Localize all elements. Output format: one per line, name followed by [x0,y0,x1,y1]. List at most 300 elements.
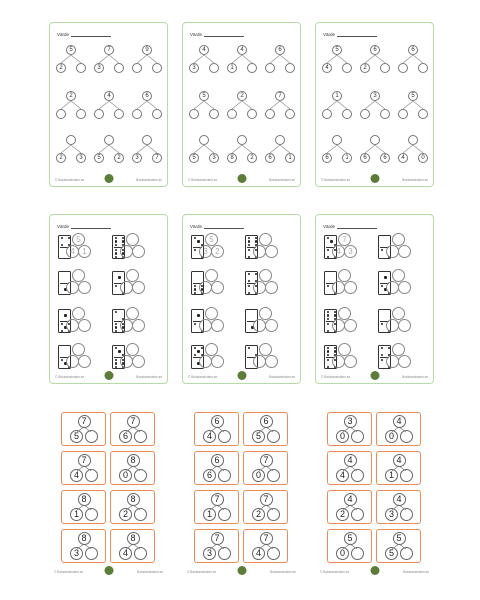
name-rule [71,228,111,229]
logo-icon [104,174,113,183]
whole-circle[interactable]: 3 [344,415,357,428]
part-circle-left[interactable]: 4 [336,469,349,482]
domino-pip [334,347,336,349]
number-bond-sheet [182,22,301,187]
whole-circle[interactable]: 5 [408,91,418,101]
whole-circle[interactable]: 5 [344,532,357,545]
part-circle-right[interactable] [400,469,413,482]
number-bond-card [194,451,239,485]
part-circle-right[interactable] [85,469,98,482]
whole-circle[interactable]: 4 [393,493,406,506]
domino-pip [68,237,70,239]
whole-circle[interactable] [370,135,380,145]
part-circle-left[interactable]: 3 [94,63,104,73]
number-bond-card [376,412,421,446]
number-bond-tree [132,91,166,127]
number-bond-card [110,490,155,524]
number-bond-tree [322,91,356,127]
part-circle-right[interactable] [265,319,278,332]
whole-circle[interactable]: 6 [211,415,224,428]
whole-circle[interactable]: 7 [211,532,224,545]
part-circle-left[interactable]: 0 [336,547,349,560]
part-circle-right[interactable] [211,319,224,332]
footer-copyright: © Bokstavsboken.se [188,178,218,182]
domino-pip [194,323,196,325]
whole-circle[interactable] [408,135,418,145]
part-circle-left[interactable]: 0 [336,430,349,443]
domino-pip [327,354,329,356]
domino-pip [194,354,196,356]
whole-circle[interactable]: 5 [199,91,209,101]
footer-site: Bokstavsboken.se [270,570,296,574]
part-circle-right[interactable]: 7 [152,153,162,163]
whole-circle[interactable]: 7 [78,454,91,467]
part-circle-right[interactable] [132,355,145,368]
part-circle-right[interactable] [267,469,280,482]
part-circle-left[interactable]: 5 [252,430,265,443]
footer-copyright: © Bokstavsboken.se [55,375,85,379]
name-label: Värde [323,224,336,229]
part-circle-left[interactable]: 3 [385,508,398,521]
part-circle-right[interactable] [152,109,162,119]
domino-pip [381,249,383,251]
part-circle-left[interactable]: 2 [119,508,132,521]
part-circle-left[interactable]: 8 [227,153,237,163]
whole-circle[interactable]: 7 [211,493,224,506]
part-circle-right[interactable] [85,430,98,443]
part-circle-left[interactable]: 2 [360,63,370,73]
number-bond-tree [322,135,356,171]
part-circle-right[interactable] [400,430,413,443]
domino-pip [248,285,250,287]
part-circle-left[interactable] [132,63,142,73]
domino-pip [115,323,117,325]
part-circle-left[interactable] [189,109,199,119]
whole-circle[interactable]: 7 [275,91,285,101]
whole-circle[interactable]: 7 [104,45,114,55]
part-circle-left[interactable] [398,109,408,119]
domino-pip [115,347,117,349]
whole-circle[interactable]: 1 [332,91,342,101]
number-bond-card [110,412,155,446]
bond-line [375,145,385,153]
whole-circle[interactable]: 9 [142,45,152,55]
logo-icon [237,371,246,380]
whole-circle[interactable]: 8 [78,532,91,545]
part-circle-right[interactable] [400,508,413,521]
number-bond-card-sheet [315,406,434,578]
whole-circle[interactable]: 6 [260,415,273,428]
whole-circle[interactable]: 4 [393,454,406,467]
part-circle-right[interactable] [342,63,352,73]
whole-circle[interactable] [237,135,247,145]
bond-line [365,101,375,109]
whole-circle[interactable] [104,135,114,145]
part-circle-right[interactable] [132,319,145,332]
whole-circle[interactable]: 5 [332,45,342,55]
part-circle-right[interactable] [398,281,411,294]
bond-line [403,55,413,63]
part-circle-left[interactable] [56,109,66,119]
domino-pip [327,318,329,320]
bond-line [61,145,71,153]
bond-line [270,101,280,109]
whole-circle[interactable]: 4 [199,45,209,55]
number-bond-card [376,529,421,563]
bond-line [365,145,375,153]
bond-line [147,101,157,109]
part-circle-left[interactable]: 0 [385,430,398,443]
number-bond-tree [94,45,128,81]
whole-circle[interactable]: 4 [393,415,406,428]
whole-circle[interactable]: 5 [205,233,218,246]
domino-pip [327,330,329,332]
logo-icon [370,371,379,380]
domino-pip [61,330,63,332]
part-circle-left[interactable]: 4 [398,153,408,163]
number-bond-tree [265,45,299,81]
part-circle-right[interactable] [285,109,295,119]
whole-circle[interactable]: 4 [104,91,114,101]
name-rule [204,228,244,229]
part-circle-left[interactable] [322,109,332,119]
part-circle-right[interactable] [418,109,428,119]
part-circle-right[interactable]: 3 [76,153,86,163]
part-circle-right[interactable] [351,430,364,443]
whole-circle[interactable]: 2 [66,91,76,101]
part-circle-right[interactable] [132,245,145,258]
whole-circle[interactable]: 4 [237,45,247,55]
whole-circle[interactable] [275,135,285,145]
part-circle-right[interactable] [265,281,278,294]
bond-line [194,55,204,63]
name-rule [204,36,244,37]
domino-pip [334,314,336,316]
whole-circle[interactable]: 8 [78,493,91,506]
part-circle-right[interactable] [344,355,357,368]
part-circle-right[interactable] [400,547,413,560]
number-bond-tree [322,45,356,81]
part-circle-left[interactable]: 1 [385,469,398,482]
part-circle-left[interactable]: 6 [265,153,275,163]
name-field [57,32,111,37]
number-bond-card [376,451,421,485]
whole-circle[interactable]: 7 [260,454,273,467]
part-circle-right[interactable] [267,430,280,443]
part-circle-left[interactable]: 6 [360,153,370,163]
part-circle-left[interactable] [227,109,237,119]
part-circle-right[interactable] [351,469,364,482]
part-circle-right[interactable] [398,319,411,332]
bond-line [194,101,204,109]
whole-circle[interactable]: 8 [127,493,140,506]
name-rule [71,36,111,37]
part-circle-right[interactable] [211,281,224,294]
part-circle-left[interactable]: 0 [252,469,265,482]
whole-circle[interactable]: 8 [127,532,140,545]
part-circle-left[interactable]: 4 [252,547,265,560]
part-circle-right[interactable] [78,355,91,368]
number-bond-tree [189,135,223,171]
part-circle-right[interactable] [85,508,98,521]
bond-line [232,145,242,153]
name-label: Värde [57,224,70,229]
domino-pip [118,350,120,352]
part-circle-right[interactable] [134,469,147,482]
part-circle-left[interactable]: 1 [70,508,83,521]
part-circle-right[interactable] [267,547,280,560]
domino-pip [248,347,250,349]
part-circle-left[interactable]: 5 [385,547,398,560]
number-bond-sheet [315,22,434,187]
domino-pip [381,354,383,356]
logo-icon [104,371,113,380]
part-circle-left[interactable]: 3 [203,547,216,560]
sheet-footer [50,173,167,183]
name-rule [337,228,377,229]
whole-circle[interactable]: 7 [127,415,140,428]
whole-circle[interactable] [199,135,209,145]
domino-pip [64,314,66,316]
domino-sheet [182,214,301,384]
domino-pip [197,240,199,242]
logo-icon [104,566,113,575]
number-bond-tree [189,45,223,81]
whole-circle[interactable]: 7 [338,233,351,246]
whole-circle[interactable]: 6 [142,91,152,101]
number-bond-card-sheet [182,406,301,578]
whole-circle[interactable]: 7 [260,532,273,545]
part-circle-left[interactable]: 4 [119,547,132,560]
number-bond-tree [360,91,394,127]
part-circle-right[interactable] [380,109,390,119]
part-circle-right[interactable] [418,63,428,73]
part-circle-right[interactable] [265,245,278,258]
number-bond-tree [398,45,432,81]
part-circle-left[interactable]: 6 [119,430,132,443]
whole-circle[interactable]: 5 [72,233,85,246]
part-circle-right[interactable] [218,430,231,443]
footer-site: Bokstavsboken.se [402,178,428,182]
part-circle-right[interactable] [78,281,91,294]
sheet-footer [49,565,168,575]
whole-circle[interactable] [142,135,152,145]
part-circle-right[interactable] [398,355,411,368]
part-circle-right[interactable] [247,63,257,73]
part-circle-right[interactable] [211,355,224,368]
part-circle-right[interactable] [85,547,98,560]
number-bond-card [61,529,106,563]
domino-pip [194,347,196,349]
part-circle-right[interactable] [218,469,231,482]
part-circle-left[interactable]: 4 [66,245,79,258]
part-circle-right[interactable] [209,109,219,119]
whole-circle[interactable]: 4 [344,493,357,506]
part-circle-left[interactable] [360,109,370,119]
bond-line [147,145,157,153]
domino-pip [115,326,117,328]
logo-icon [237,566,246,575]
part-circle-right[interactable] [285,63,295,73]
part-circle-right[interactable]: 0 [418,153,428,163]
part-circle-right[interactable] [267,508,280,521]
part-circle-right[interactable] [265,355,278,368]
domino-pip [327,256,329,258]
bond-line [242,55,252,63]
part-circle-left[interactable]: 3 [132,153,142,163]
part-circle-left[interactable] [132,109,142,119]
part-circle-left[interactable]: 2 [336,508,349,521]
whole-circle[interactable]: 4 [344,454,357,467]
name-field [323,32,377,37]
number-bond-card [194,490,239,524]
bond-line [280,101,290,109]
name-label: Värde [190,32,203,37]
part-circle-left[interactable]: 6 [322,153,332,163]
part-circle-right[interactable] [344,319,357,332]
part-circle-right[interactable] [132,281,145,294]
domino-pip [61,244,63,246]
part-circle-right[interactable]: 1 [285,153,295,163]
part-circle-left[interactable]: 4 [322,63,332,73]
whole-circle[interactable]: 6 [408,45,418,55]
domino-pip [327,350,329,352]
part-circle-left[interactable]: 2 [56,63,66,73]
domino-pip [194,288,196,290]
part-circle-left[interactable]: 5 [94,153,104,163]
part-circle-right[interactable]: 2 [247,153,257,163]
part-circle-left[interactable] [265,63,275,73]
bond-line [109,145,119,153]
part-circle-right[interactable] [344,281,357,294]
domino-pip [248,249,250,251]
number-bond-tree [398,91,432,127]
part-circle-left[interactable]: 4 [203,430,216,443]
part-circle-left[interactable]: 6 [203,469,216,482]
part-circle-right[interactable] [351,547,364,560]
whole-circle[interactable]: 6 [370,45,380,55]
part-circle-left[interactable]: 4 [70,469,83,482]
domino-pip [115,285,117,287]
bond-line [337,101,347,109]
domino-pip [115,362,117,364]
whole-circle[interactable]: 5 [393,532,406,545]
domino-pip [194,237,196,239]
part-circle-left[interactable]: 3 [70,547,83,560]
whole-circle[interactable]: 2 [237,91,247,101]
whole-circle[interactable] [66,135,76,145]
whole-circle[interactable]: 6 [211,454,224,467]
part-circle-right[interactable] [134,508,147,521]
bond-line [232,101,242,109]
part-circle-right[interactable]: 3 [209,153,219,163]
part-circle-left[interactable]: 2 [56,153,66,163]
number-bond-card [61,490,106,524]
part-circle-right[interactable] [247,109,257,119]
sheet-footer [316,173,433,183]
part-circle-right[interactable] [134,547,147,560]
part-circle-left[interactable]: 0 [119,469,132,482]
part-circle-left[interactable]: 2 [252,508,265,521]
part-circle-left[interactable] [94,109,104,119]
bond-line [280,55,290,63]
domino-pip [122,237,124,239]
number-bond-tree [94,91,128,127]
part-circle-left[interactable] [265,109,275,119]
part-circle-right[interactable]: 1 [78,245,91,258]
whole-circle[interactable]: 5 [66,45,76,55]
part-circle-right[interactable]: 2 [211,245,224,258]
part-circle-left[interactable]: 4 [332,245,345,258]
whole-circle[interactable]: 7 [260,493,273,506]
whole-circle[interactable]: 7 [78,415,91,428]
bond-line [375,55,385,63]
part-circle-right[interactable] [76,63,86,73]
footer-copyright: © Bokstavsboken.se [320,570,350,574]
bond-line [403,145,413,153]
part-circle-right[interactable]: 3 [344,245,357,258]
part-circle-right[interactable]: 1 [342,153,352,163]
footer-copyright: © Bokstavsboken.se [188,375,218,379]
number-bond-card [243,412,288,446]
part-circle-right[interactable] [134,430,147,443]
bond-line [61,101,71,109]
whole-circle[interactable] [332,135,342,145]
whole-circle[interactable]: 6 [275,45,285,55]
part-circle-right[interactable] [78,319,91,332]
part-circle-left[interactable]: 1 [227,63,237,73]
part-circle-right[interactable] [398,245,411,258]
domino-pip [115,237,117,239]
part-circle-right[interactable] [76,109,86,119]
bond-line [204,55,214,63]
bond-line [242,101,252,109]
part-circle-left[interactable]: 3 [199,245,212,258]
number-bond-tree [360,45,394,81]
part-circle-right[interactable] [209,63,219,73]
whole-circle[interactable]: 8 [127,454,140,467]
number-bond-card [243,490,288,524]
part-circle-right[interactable]: 6 [380,153,390,163]
part-circle-left[interactable]: 1 [203,508,216,521]
part-circle-right[interactable] [114,63,124,73]
number-bond-card [61,412,106,446]
domino-pip [122,240,124,242]
domino-pip [197,350,199,352]
part-circle-right[interactable] [380,63,390,73]
part-circle-right[interactable] [351,508,364,521]
part-circle-right[interactable] [342,109,352,119]
number-bond-card [243,451,288,485]
part-circle-left[interactable] [398,63,408,73]
part-circle-right[interactable] [152,63,162,73]
part-circle-left[interactable]: 3 [189,63,199,73]
domino-pip [327,314,329,316]
part-circle-left[interactable]: 5 [70,430,83,443]
part-circle-right[interactable] [218,547,231,560]
number-bond-tree [398,135,432,171]
domino-pip [327,249,329,251]
part-circle-left[interactable]: 5 [189,153,199,163]
number-bond-card [110,529,155,563]
number-bond-tree [227,91,261,127]
number-bond-card [194,412,239,446]
part-circle-right[interactable]: 2 [114,153,124,163]
bond-line [204,101,214,109]
part-circle-right[interactable] [114,109,124,119]
part-circle-right[interactable] [218,508,231,521]
whole-circle[interactable]: 3 [370,91,380,101]
